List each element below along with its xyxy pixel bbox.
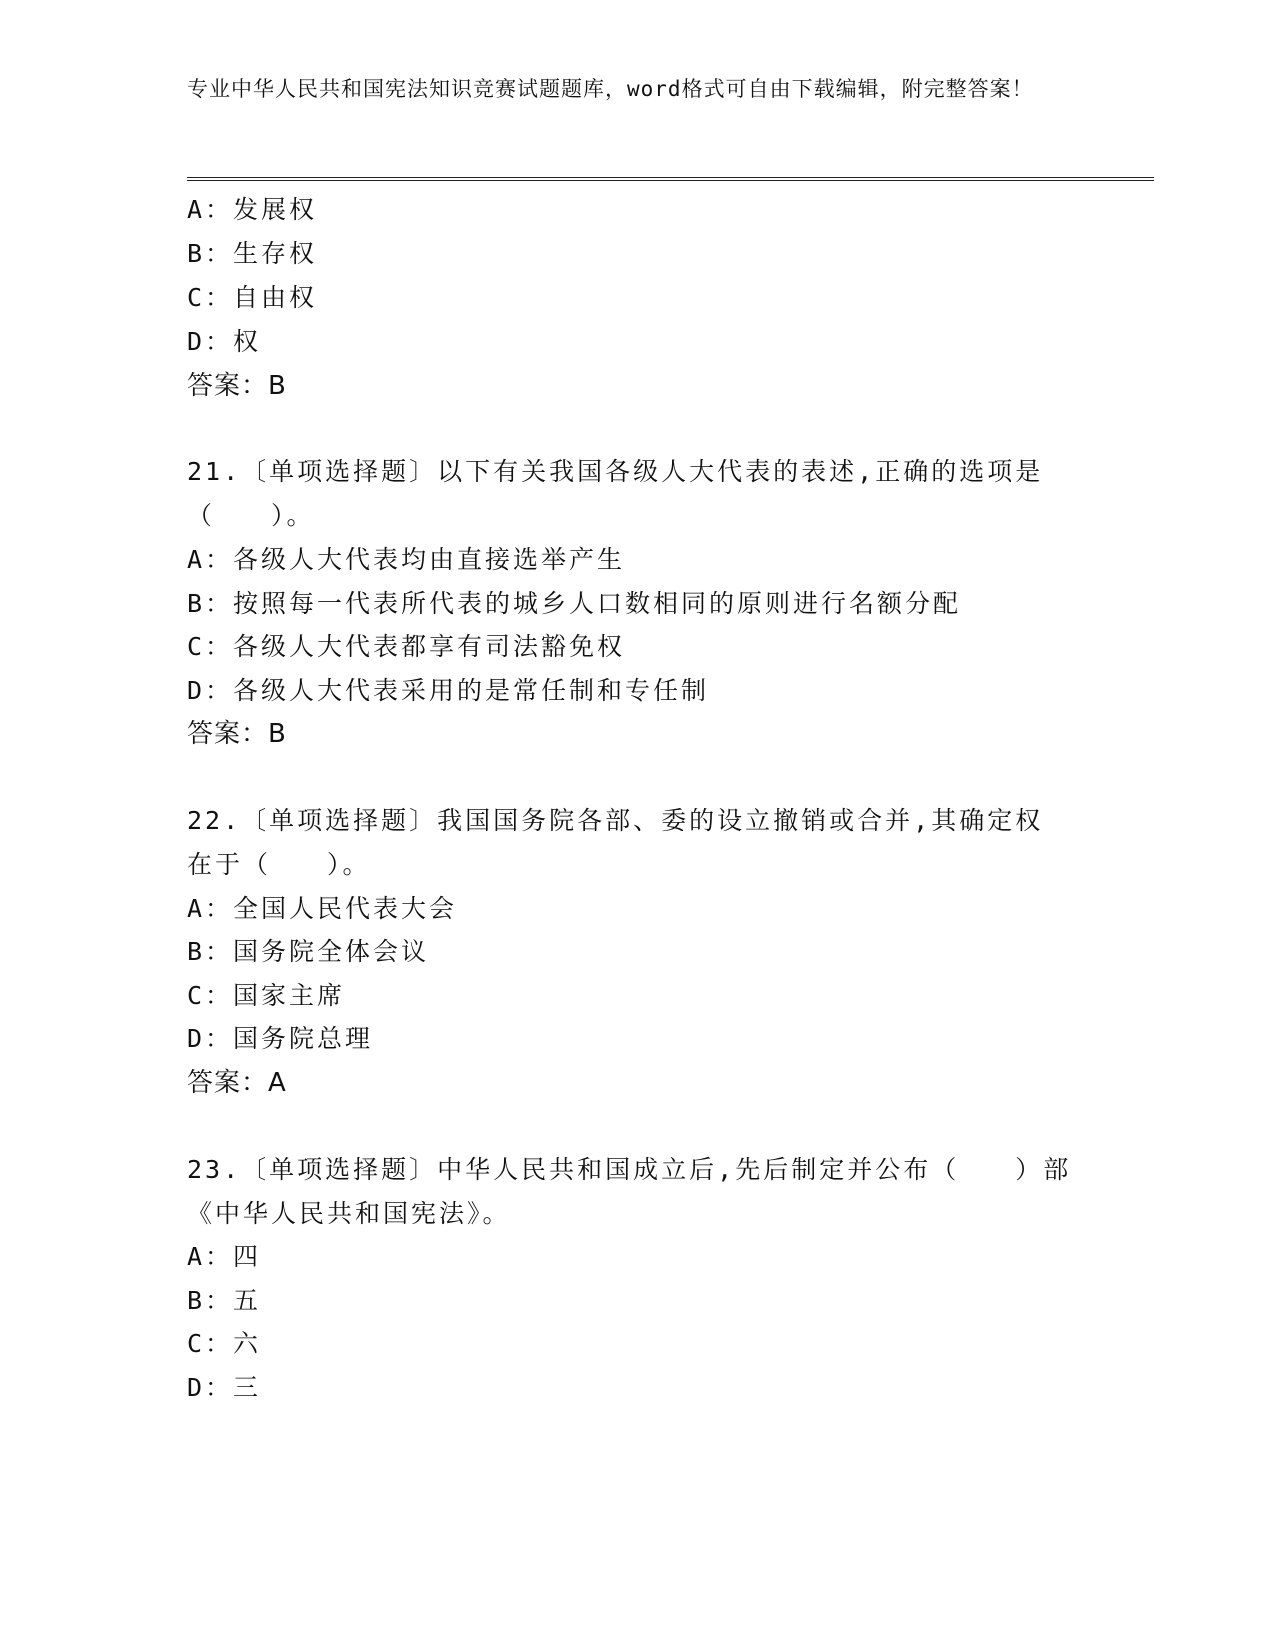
q22-stem-line1: 22.〔单项选择题〕我国国务院各部、委的设立撤销或合并,其确定权 (187, 806, 1044, 835)
q21-stem-line1: 21.〔单项选择题〕以下有关我国各级人大代表的表述,正确的选项是 (187, 457, 1044, 486)
q22-stem-line2: 在于（ ）。 (187, 850, 371, 879)
q23-stem-line1: 23.〔单项选择题〕中华人民共和国成立后,先后制定并公布（ ）部 (187, 1155, 1072, 1184)
q21-option-d: D：各级人大代表采用的是常任制和专任制 (187, 676, 710, 705)
prev-option-a: A：发展权 (187, 195, 318, 224)
q23-option-b: B：五 (187, 1286, 262, 1315)
document-header: 专业中华人民共和国宪法知识竞赛试题题库，word格式可自由下载编辑，附完整答案！ (187, 77, 1034, 101)
q21-answer: 答案：B (187, 719, 287, 749)
q21-stem-line2: （ ）。 (187, 501, 315, 530)
q23-option-c: C：六 (187, 1329, 262, 1358)
header-divider (187, 177, 1154, 181)
prev-option-b: B：生存权 (187, 239, 318, 268)
prev-answer: 答案：B (187, 371, 287, 401)
q21-option-b: B：按照每一代表所代表的城乡人口数相同的原则进行名额分配 (187, 589, 962, 618)
q23-option-d: D：三 (187, 1373, 262, 1402)
prev-option-d: D：权 (187, 327, 262, 356)
q22-option-d: D：国务院总理 (187, 1024, 374, 1053)
q22-option-a: A：全国人民代表大会 (187, 894, 458, 923)
q23-option-a: A：四 (187, 1242, 262, 1271)
q22-answer: 答案：A (187, 1068, 287, 1098)
q22-option-c: C：国家主席 (187, 981, 346, 1010)
q21-option-a: A：各级人大代表均由直接选举产生 (187, 545, 626, 574)
prev-option-c: C：自由权 (187, 283, 318, 312)
q21-option-c: C：各级人大代表都享有司法豁免权 (187, 632, 626, 661)
q23-stem-line2: 《中华人民共和国宪法》。 (187, 1199, 511, 1228)
q22-option-b: B：国务院全体会议 (187, 937, 430, 966)
